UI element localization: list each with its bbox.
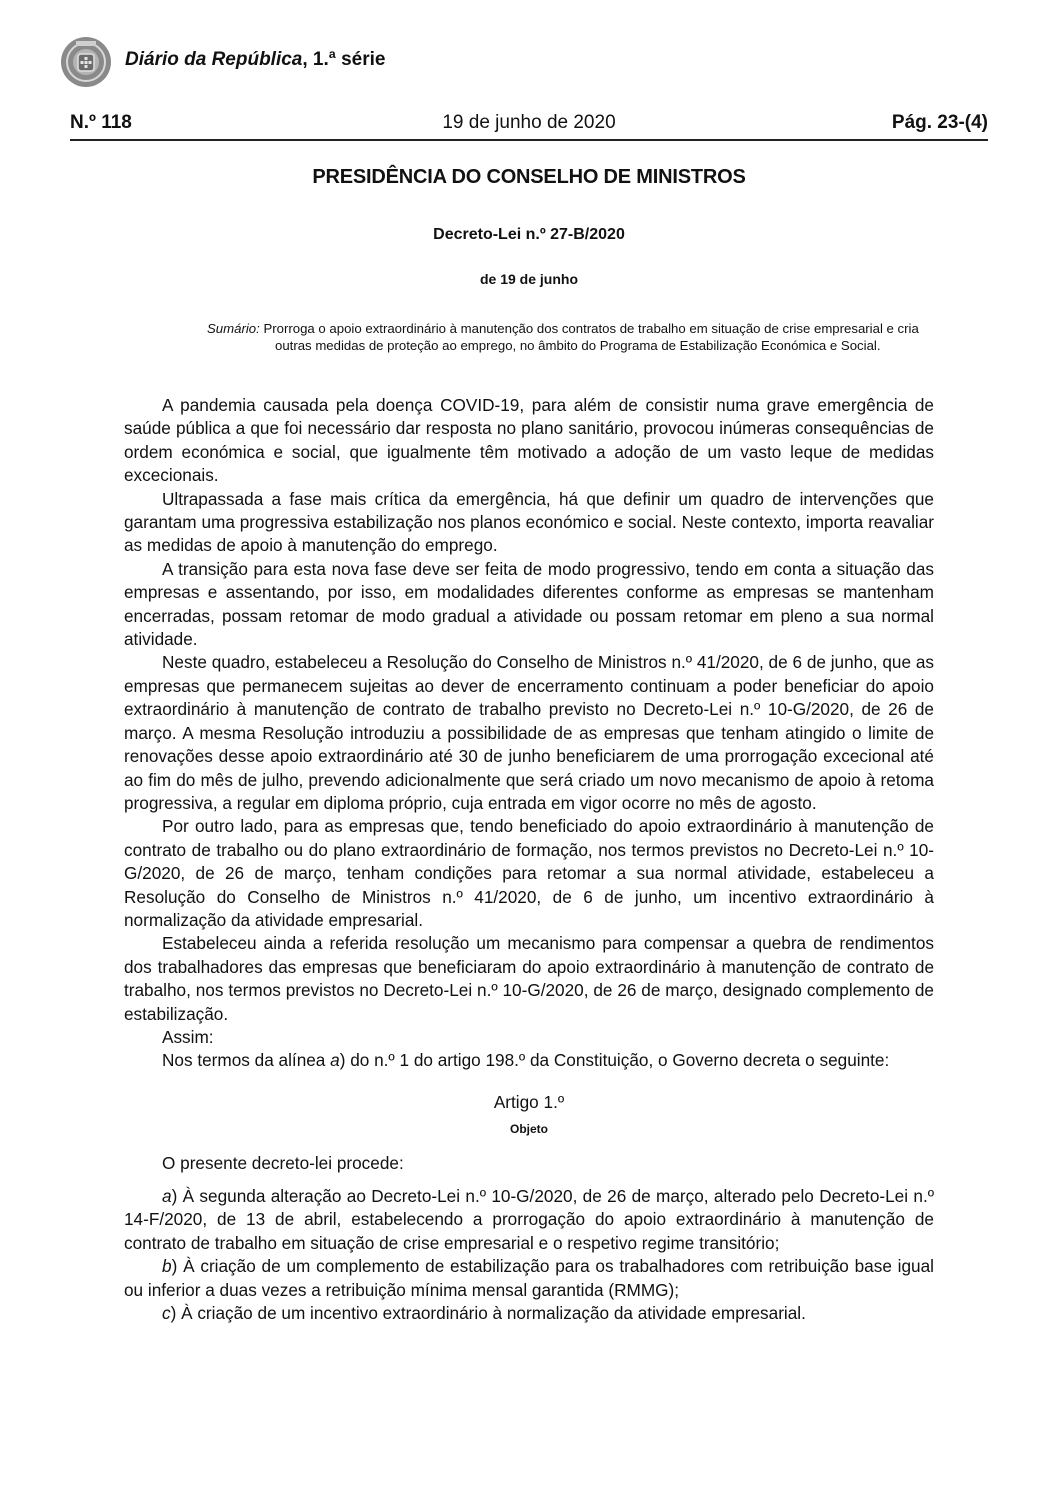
issue-date: 19 de junho de 2020 xyxy=(442,112,616,133)
journal-series: , 1.ª série xyxy=(302,49,386,70)
issue-header xyxy=(70,112,988,136)
summary-text: Prorroga o apoio extraordinário à manutenção dos contratos de trabalho em situação de crise empresarial e cria outras medidas de proteção ao emprego, no âmbito do Programa de Estabilização Económica e Social. xyxy=(263,321,919,354)
preamble-paragraph: Neste quadro, estabeleceu a Resolução do Conselho de Ministros n.º 41/2020, de 6 de junho, que as empresas que permanecem sujeitas ao dever de encerramento continuam a poder beneficiar do apoio extraordinário à manutenção de contrato de trabalho previsto no Decreto-Lei n.º 10-G/2020, de 26 de março. A mesma Resolução introduziu a possibilidade de as empresas que tenham atingido o limite de renovações desse apoio extraordinário até 30 de junho beneficiarem de uma prorrogação excecional até ao fim do mês de julho, prevendo adicionalmente que será criado um novo mecanismo de apoio à retoma progressiva, a regular em diploma próprio, cuja entrada em vigor ocorre no mês de agosto. xyxy=(124,652,934,813)
preamble-paragraph: Ultrapassada a fase mais crítica da emergência, há que definir um quadro de intervenções que garantam uma progressiva estabilização nos planos económico e social. Neste contexto, importa reavaliar as medidas de apoio à manutenção do emprego. xyxy=(124,488,934,556)
preamble-paragraph: Por outro lado, para as empresas que, tendo beneficiado do apoio extraordinário à manutenção de contrato de trabalho ou do plano extraordinário de formação, nos termos previstos no Decreto-Lei n.º 10-G/2020, de 26 de março, tenham condições para retomar a sua normal atividade, estabeleceu a Resolução do Conselho de Ministros n.º 41/2020, de 6 de junho, um incentivo extraordinário à normalização da atividade empresarial. xyxy=(124,816,934,930)
decree-summary xyxy=(207,320,930,355)
decree-date: de 19 de junho xyxy=(479,271,578,287)
ministry-heading: PRESIDÊNCIA DO CONSELHO DE MINISTROS xyxy=(312,166,746,188)
preamble-paragraph: A transição para esta nova fase deve ser feita de modo progressivo, tendo em conta a situação das empresas e assentando, por isso, em modalidades diferentes conforme as empresas se mantenham encerradas, possam retomar de modo gradual a atividade ou possam retomar em pleno a sua normal atividade. xyxy=(124,558,934,650)
summary-label: Sumário: xyxy=(207,321,260,336)
decree-title: Decreto-Lei n.º 27-B/2020 xyxy=(433,226,625,243)
journal-name: Diário da República xyxy=(125,49,303,70)
article-intro: O presente decreto-lei procede: xyxy=(162,1152,404,1173)
preamble-paragraph: Assim: xyxy=(162,1026,214,1047)
article-title: Artigo 1.º xyxy=(493,1091,565,1112)
header-divider xyxy=(70,139,988,141)
article-item: b) À criação de um complemento de estabilização para os trabalhadores com retribuição base igual ou inferior a duas vezes a retribuição mínima mensal garantida (RMMG); xyxy=(124,1256,934,1300)
issue-number: N.º 118 xyxy=(70,112,132,133)
page-number: Pág. 23-(4) xyxy=(891,112,988,133)
article-subtitle: Objeto xyxy=(510,1122,548,1137)
preamble-paragraph: Estabeleceu ainda a referida resolução um mecanismo para compensar a quebra de rendimentos dos trabalhadores das empresas que beneficiaram do apoio extraordinário à manutenção de contrato de trabalho, nos termos previstos no Decreto-Lei n.º 10-G/2020, de 26 de março, designado complemento de estabilização. xyxy=(124,933,934,1024)
journal-title xyxy=(125,49,385,71)
decree-body xyxy=(124,394,934,1325)
article-item: c) À criação de um incentivo extraordinário à normalização da atividade empresarial. xyxy=(162,1303,806,1324)
preamble-paragraph: A pandemia causada pela doença COVID-19, para além de consistir numa grave emergência de saúde pública a que foi necessário dar resposta no plano sanitário, provocou inúmeras consequências de ordem económica e social, que igualmente têm motivado a adoção de um vasto leque de medidas excecionais. xyxy=(124,395,934,486)
republic-seal-icon xyxy=(60,36,112,88)
enacting-clause: Nos termos da alínea a) do n.º 1 do artigo 198.º da Constituição, o Governo decreta o seguinte: xyxy=(162,1050,890,1071)
article-item: a) À segunda alteração ao Decreto-Lei n.º 10-G/2020, de 26 de março, alterado pelo Decreto-Lei n.º 14-F/2020, de 13 de abril, estabelecendo a prorrogação do apoio extraordinário à manutenção de contrato de trabalho em situação de crise empresarial e o respetivo regime transitório; xyxy=(124,1186,934,1253)
